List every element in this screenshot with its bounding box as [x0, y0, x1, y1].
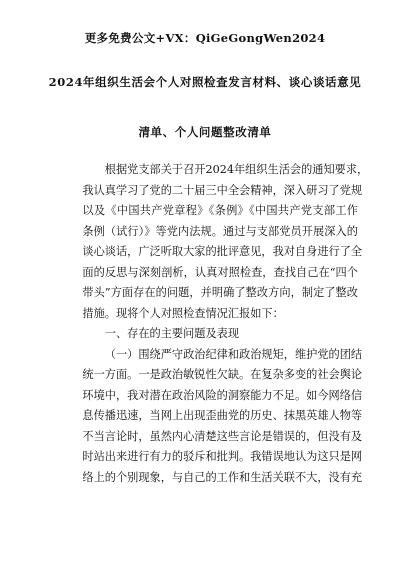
text-line: 我认真学习了党的二十届三中全会精神，深入研习了党规: [82, 183, 363, 197]
paragraph-issue-1: [60, 345, 363, 489]
document-header: 更多免费公文+VX：QiGeGongWen2024: [84, 31, 326, 45]
document-title-line-1: 2024年组织生活会个人对照检查发言材料、谈心谈话意见: [48, 75, 362, 89]
text-line: 一、存在的主要问题及表现: [104, 327, 240, 340]
text-line: 根据党支部关于召开2024年组织生活会的通知要求，: [104, 163, 369, 176]
text-line: 络上的个别现象，与自己的工作和生活关联不大，没有充: [82, 470, 363, 484]
text-line: 不当言论时，虽然内心清楚这些言论是错误的，但没有及: [82, 429, 363, 443]
paragraph-intro: [60, 160, 369, 324]
document-title-line-2: 清单、个人问题整改清单: [138, 125, 272, 139]
text-line: （一）围绕严守政治纪律和政治规矩，维护党的团结: [104, 347, 363, 361]
text-line: 措施。现将个人对照检查情况汇报如下：: [82, 306, 284, 320]
text-line: 条例（试行）》等党内法规。通过与支部党员开展深入的: [82, 224, 358, 238]
text-line: 带头”方面存在的问题，并明确了整改方向，制定了整改: [82, 286, 358, 299]
text-line: 环境中，我对潜在政治风险的洞察能力不足。如今网络信: [82, 388, 363, 402]
text-line: 以及《中国共产党章程》《条例》《中国共产党支部工作: [82, 204, 358, 217]
document-body: [60, 160, 369, 488]
text-line: 面的反思与深刻剖析，认真对照检查，查找自己在“四个: [82, 265, 358, 279]
text-line: 息传播迅速，当网上出现歪曲党的历史、抹黑英雄人物等: [82, 409, 363, 422]
text-line: 统一方面。一是政治敏锐性欠缺。在复杂多变的社会舆论: [82, 368, 363, 381]
section-heading: [60, 324, 358, 345]
text-line: 谈心谈话，广泛听取大家的批评意见，我对自身进行了全: [82, 245, 363, 258]
text-line: 时站出来进行有力的驳斥和批判。我错误地认为这只是网: [82, 450, 363, 463]
